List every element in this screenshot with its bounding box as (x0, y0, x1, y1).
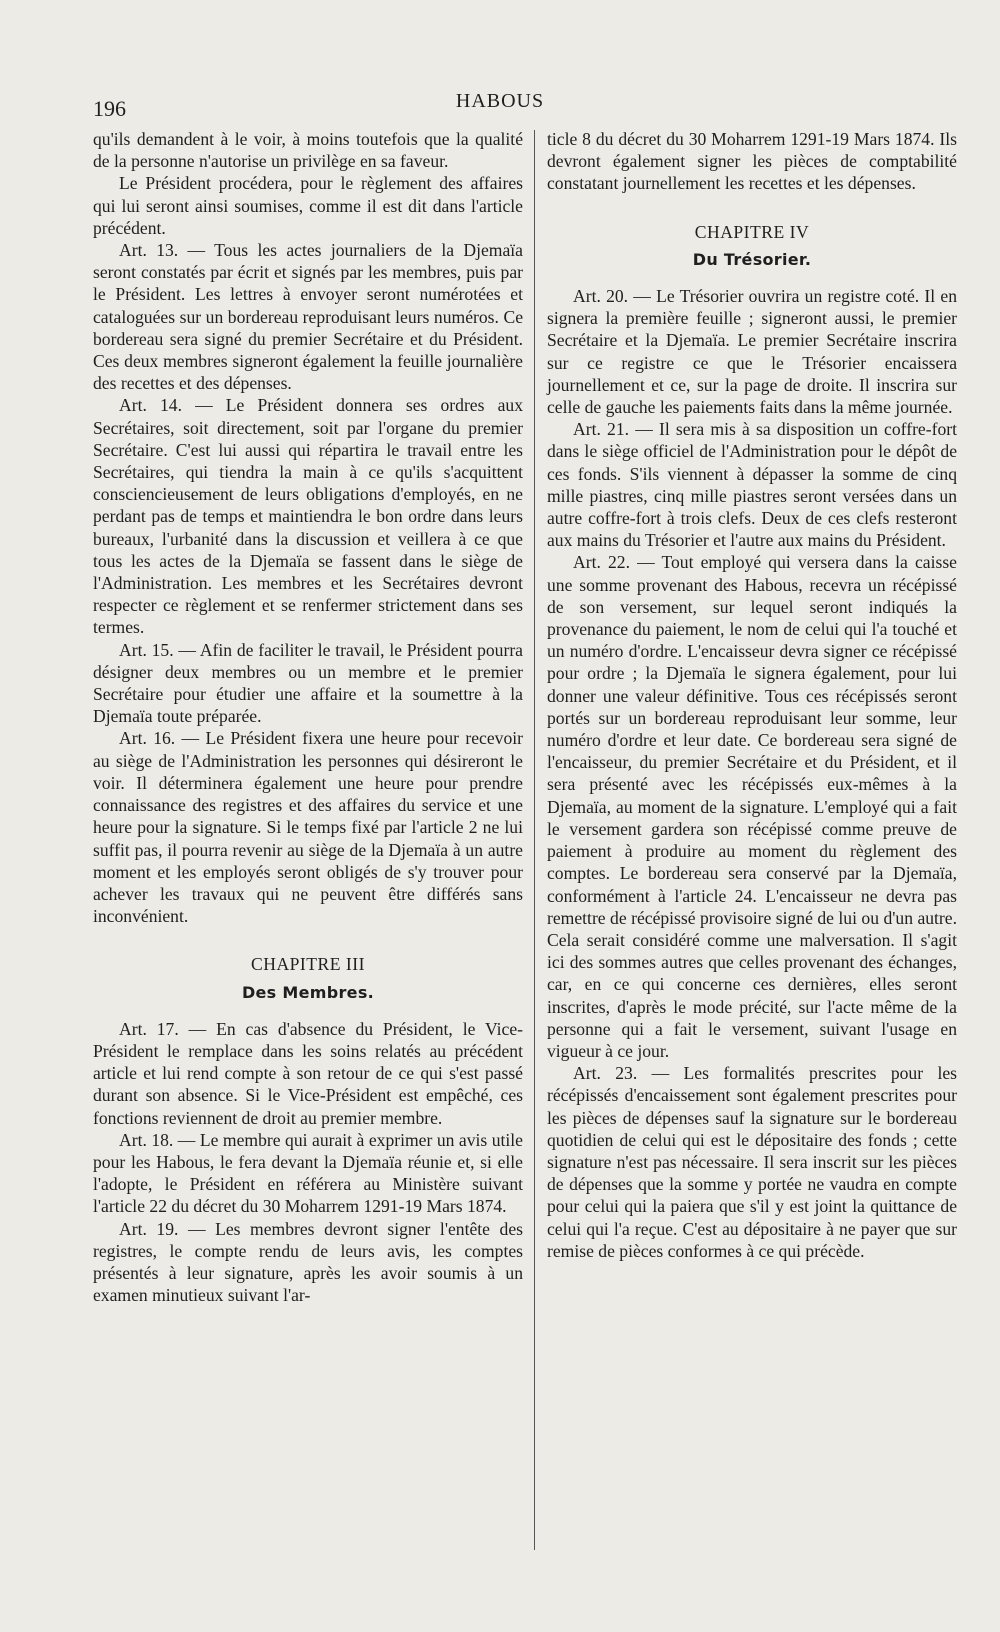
article-20: Art. 20. — Le Trésorier ouvrira un registre coté. Il en signera la première feuille ; signeront aussi, le premier Secrétaire et la Djemaïa. Le premier Secrétaire inscrira sur ce registre ce que le Trésorier encaissera journellement et ce, sur la page de droite. Il inscrira sur celle de gauche les paiements faits dans la même journée. (547, 286, 957, 418)
article-16: Art. 16. — Le Président fixera une heure pour recevoir au siège de l'Administration les personnes qui désireront le voir. Il déterminera également une heure pour prendre connaissance des registres et des affaires du service et une heure pour la signature. Si le temps fixé par l'article 2 ne lui suffit pas, il pourra revenir au siège de la Djemaïa à un autre moment et les employés seront obligés de s'y trouver pour achever les travaux qui ne peuvent être différés sans inconvénient. (93, 728, 523, 927)
article-15: Art. 15. — Afin de faciliter le travail, le Président pourra désigner deux membres ou un membre et le premier Secrétaire pour étudier une affaire et la soumettre à la Djemaïa toute préparée. (93, 639, 523, 727)
article-21: Art. 21. — Il sera mis à sa disposition un coffre-fort dans le siège officiel de l'Administration pour le dépôt de ces fonds. S'ils viennent à dépasser la somme de cinq mille piastres, cinq mille piastres seront versées dans un autre coffre-fort à trois clefs. Deux de ces clefs resteront aux mains du Trésorier et l'autre aux mains du Président. (547, 419, 957, 551)
chapter-subtitle: Du Trésorier. (692, 249, 812, 269)
chapter-title: CHAPITRE III (251, 954, 365, 975)
article-14: Art. 14. — Le Président donnera ses ordres aux Secrétaires, soit directement, soit par l'organe du premier Secrétaire. C'est lui aussi qui répartira le travail entre les Secrétaires, qui tiendra la main à ce qu'ils s'acquittent consciencieusement de leurs obligations d'employés, en ne perdant pas de temps et maintiendra le bon ordre dans leurs bureaux, l'urbanité dans la discussion et veillera à ce que tous les actes de la Djemaïa se fassent dans le siège de l'Administration. Les membres et les Secrétaires devront respecter ce règlement et se renfermer strictement dans ses termes. (93, 395, 523, 638)
article-17: Art. 17. — En cas d'absence du Président, le Vice-Président le remplace dans les soins relatés au précédent article et lui rend compte à son retour de ce qui s'est passé durant son absence. Si le Vice-Président est empêché, ces fonctions reviennent de droit au premier membre. (93, 1018, 523, 1128)
paragraph: ticle 8 du décret du 30 Moharrem 1291-19 Mars 1874. Ils devront également signer les pièces de comptabilité constatant journellement les recettes et les dépenses. (547, 129, 957, 194)
article-19: Art. 19. — Les membres devront signer l'entête des registres, le compte rendu de leurs avis, les comptes présentés à leur signature, après les avoir soumis à un examen minutieux suivant l'ar- (93, 1218, 523, 1306)
chapter-title: CHAPITRE IV (694, 221, 810, 242)
article-23: Art. 23. — Les formalités prescrites pour les récépissés d'encaissement sont également prescrites pour les pièces de dépenses sauf la signature sur le bordereau quotidien de celui qui est le dépositaire des fonds ; cette signature n'est pas nécessaire. Il sera inscrit sur les pièces de dépenses que la somme y portée ne vaudra en compte pour celui qui la paiera que s'il y est joint la quittance de celui qui l'a reçue. C'est au dépositaire à ne payer que sur remise de pièces conformes à ce qui précède. (547, 1063, 957, 1261)
article-18: Art. 18. — Le membre qui aurait à exprimer un avis utile pour les Habous, le fera devant la Djemaïa réunie et, si elle l'adopte, le Président en référera au Ministère suivant l'article 22 du décret du 30 Moharrem 1291-19 Mars 1874. (93, 1129, 523, 1217)
paragraph: Le Président procédera, pour le règlement des affaires qui lui seront ainsi soumises, comme il est dit dans l'article précédent. (93, 173, 523, 238)
left-column (93, 128, 523, 1306)
chapter-subtitle: Des Membres. (241, 982, 375, 1002)
article-13: Art. 13. — Tous les actes journaliers de la Djemaïa seront constatés par écrit et signés par les membres, puis par le Président. Les lettres à envoyer seront numérotées et cataloguées sur un bordereau reproduisant leurs numéros. Ce bordereau sera signé du premier Secrétaire et du Président. Ces deux membres signeront également la feuille journalière des recettes et des dépenses. (93, 240, 523, 394)
paragraph: qu'ils demandent à le voir, à moins toutefois que la qualité de la personne n'autorise un privilège en sa faveur. (93, 129, 523, 172)
running-title: HABOUS (455, 90, 545, 112)
column-divider (534, 130, 535, 1550)
right-column (547, 128, 957, 1262)
page-number: 196 (93, 96, 126, 121)
article-22: Art. 22. — Tout employé qui versera dans la caisse une somme provenant des Habous, recevra un récépissé de son versement, sur lequel seront indiqués la provenance du paiement, le nom de celui qui l'a touché et un numéro d'ordre. L'encaisseur devra signer ce récépissé pour ordre ; la Djemaïa le signera également, pour lui donner une valeur définitive. Tous ces récépissés seront portés sur un bordereau reproduisant leur somme, leur numéro d'ordre et leur date. Ce bordereau sera signé de l'encaisseur, du premier Secrétaire et du Président, et il sera présenté avec les récépissés eux-mêmes à la Djemaïa, au moment de la signature. L'employé qui a fait le versement gardera son récépissé comme preuve de paiement à produire au moment du règlement des comptes. Le bordereau sera conservé par la Djemaïa, conformément à l'article 24. L'encaisseur ne devra pas remettre de récépissé provisoire signé de lui ou d'un autre. Cela serait considéré comme une malversation. Il s'agit ici des sommes autres que celles provenant des échanges, car, en ce qui concerne ces dernières, elles seront inscrites, d'après le mode précité, sur l'acte même de la personne qui a fait le versement, suivant l'usage en vigueur à ce jour. (547, 552, 957, 1061)
